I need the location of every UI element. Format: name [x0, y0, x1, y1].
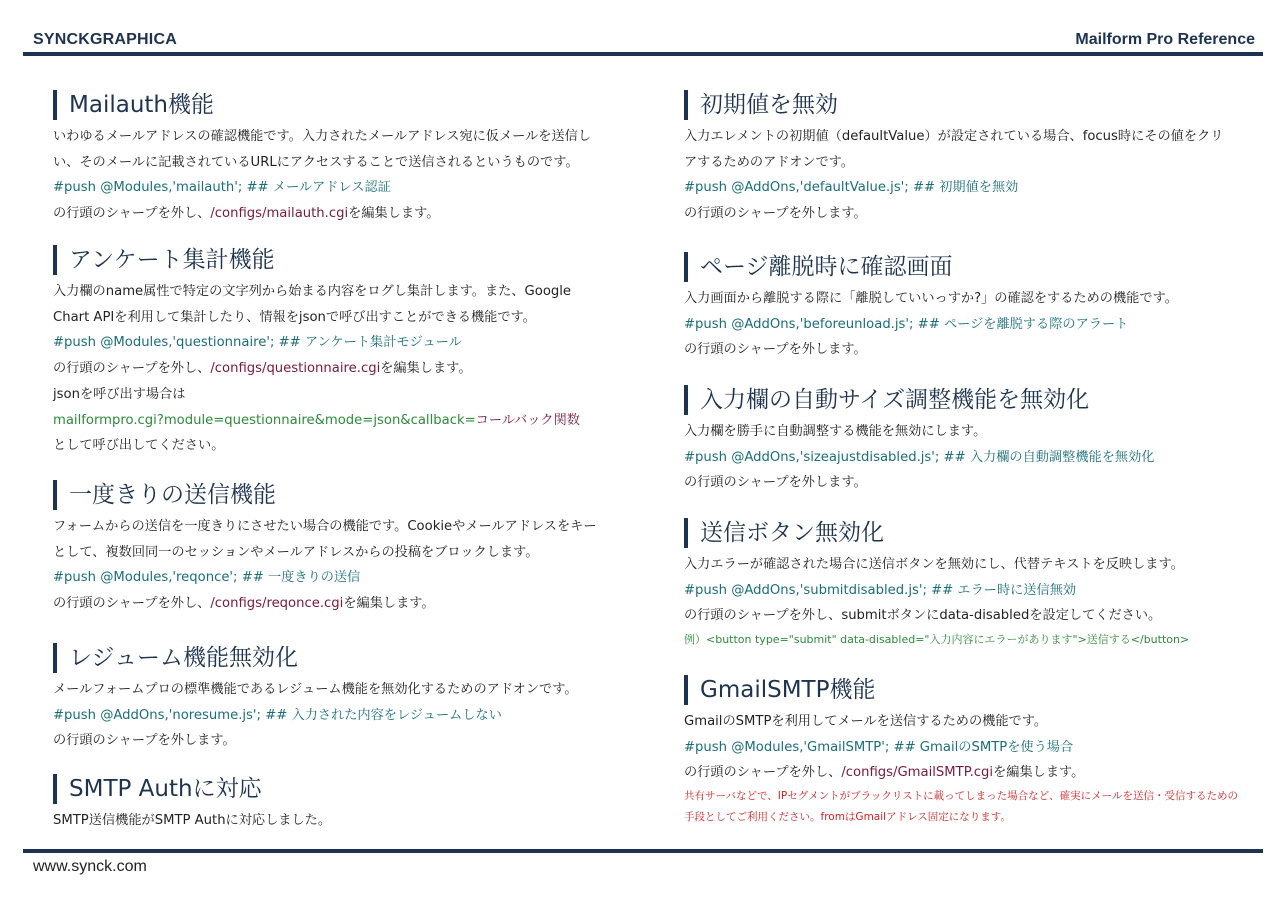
description-line: 入力画面から離脱する際に「離脱していいっすか?」の確認をするための機能です。	[684, 291, 1178, 306]
example-code: 例）<button type="submit" data-disabled="入力内容にエラーがあります">送信する</button>	[684, 633, 1190, 647]
edit-instruction: の行頭のシャープを外します。	[53, 733, 236, 749]
section-title: ページ離脱時に確認画面	[684, 252, 1274, 282]
config-path: /configs/GmailSMTP.cgi	[841, 765, 994, 781]
description-line: メールフォームプロの標準機能であるレジューム機能を無効化するためのアドオンです。	[53, 682, 578, 697]
section-smtp-auth	[53, 774, 643, 834]
json-outro: として呼び出してください。	[53, 438, 225, 454]
edit-suffix: を編集します。	[993, 765, 1085, 781]
section-title: レジューム機能無効化	[53, 643, 643, 673]
code-line: #push @Modules,'reqonce'; ## 一度きりの送信	[53, 570, 361, 586]
brand-logo	[33, 31, 177, 49]
section-title: GmailSMTP機能	[684, 675, 1274, 705]
description-line: SMTP送信機能がSMTP Authに対応しました。	[53, 813, 332, 828]
json-intro: jsonを呼び出す場合は	[53, 386, 186, 402]
edit-instruction: の行頭のシャープを外します。	[684, 342, 867, 358]
edit-prefix: の行頭のシャープを外し、	[53, 206, 211, 222]
edit-suffix: を編集します。	[348, 206, 440, 222]
document-reference-title: Mailform Pro Reference	[1075, 31, 1255, 48]
description-line: として、複数回同一のセッションやメールアドレスからの投稿をブロックします。	[53, 544, 539, 560]
section-title: SMTP Authに対応	[53, 774, 643, 804]
code-line: #push @AddOns,'sizeajustdisabled.js'; ## 入力欄の自動調整機能を無効化	[684, 449, 1155, 465]
description-line: いわゆるメールアドレスの確認機能です。入力されたメールアドレス宛に仮メールを送信し	[53, 129, 592, 144]
code-line: #push @AddOns,'noresume.js'; ## 入力された内容をレジュームしない	[53, 707, 502, 723]
edit-instruction: の行頭のシャープを外し、submitボタンにdata-disabledを設定してください。	[684, 608, 1162, 624]
section-title: Mailauth機能	[53, 90, 643, 120]
section-gmail-smtp	[684, 675, 1274, 828]
description-line: アするためのアドオンです。	[684, 154, 854, 170]
json-url-line	[53, 408, 643, 434]
edit-suffix: を編集します。	[380, 361, 472, 377]
config-path: /configs/mailauth.cgi	[210, 206, 349, 222]
edit-instruction	[53, 591, 643, 617]
warning-note: 手段としてご利用ください。fromはGmailアドレス固定になります。	[684, 811, 1011, 824]
description-line: GmailのSMTPを利用してメールを送信するための機能です。	[684, 714, 1048, 729]
section-title: アンケート集計機能	[53, 245, 643, 275]
edit-instruction	[684, 760, 1274, 786]
section-title: 送信ボタン無効化	[684, 518, 1274, 548]
config-path: /configs/questionnaire.cgi	[210, 361, 381, 377]
brand-part1: SYNCK	[33, 31, 91, 48]
description-line: 入力エラーが確認された場合に送信ボタンを無効にし、代替テキストを反映します。	[684, 557, 1184, 572]
description-line: フォームからの送信を一度きりにさせたい場合の機能です。Cookieやメールアドレスをキー	[53, 519, 597, 534]
section-mailauth	[53, 90, 643, 227]
page-header	[23, 28, 1263, 56]
code-line: #push @Modules,'questionnaire'; ## アンケート集計モジュール	[53, 335, 462, 351]
code-line: #push @AddOns,'submitdisabled.js'; ## エラー時に送信無効	[684, 582, 1077, 598]
edit-suffix: を編集します。	[343, 596, 435, 612]
json-callback: コールバック関数	[475, 412, 580, 428]
code-line: #push @Modules,'GmailSMTP'; ## GmailのSMTPを使う場合	[684, 739, 1074, 755]
edit-instruction: の行頭のシャープを外します。	[684, 475, 867, 491]
code-line: #push @AddOns,'beforeunload.js'; ## ページを離脱する際のアラート	[684, 316, 1129, 332]
section-title: 初期値を無効	[684, 90, 1274, 120]
edit-instruction: の行頭のシャープを外します。	[684, 206, 867, 222]
description-line: 入力欄を勝手に自動調整する機能を無効にします。	[684, 424, 987, 439]
section-beforeunload	[684, 252, 1274, 363]
description-line: Chart APIを利用して集計したり、情報をjsonで呼び出すことができる機能です。	[53, 309, 536, 325]
warning-note: 共有サーバなどで、IPセグメントがブラックリストに載ってしまった場合など、確実にメールを送信・受信するための	[684, 790, 1238, 803]
section-questionnaire	[53, 245, 643, 459]
description-line: 入力エレメントの初期値（defaultValue）が設定されている場合、focus時にその値をクリ	[684, 129, 1224, 144]
section-sizeajust-disabled	[684, 385, 1274, 496]
footer-url: www.synck.com	[33, 858, 147, 875]
section-default-value	[684, 90, 1274, 227]
section-title: 入力欄の自動サイズ調整機能を無効化	[684, 385, 1274, 415]
section-noresume	[53, 643, 643, 754]
section-title: 一度きりの送信機能	[53, 480, 643, 510]
json-url: mailformpro.cgi?module=questionnaire&mode=json&callback=	[53, 412, 476, 428]
edit-prefix: の行頭のシャープを外し、	[53, 596, 211, 612]
brand-part2: GRAPHICA	[90, 31, 177, 48]
description-line: い、そのメールに記載されているURLにアクセスすることで送信されるというものです。	[53, 154, 579, 170]
edit-prefix: の行頭のシャープを外し、	[684, 765, 842, 781]
edit-instruction	[53, 356, 643, 382]
section-submit-disabled	[684, 518, 1274, 651]
description-line: 入力欄のname属性で特定の文字列から始まる内容をログし集計します。また、Google	[53, 284, 572, 299]
config-path: /configs/reqonce.cgi	[210, 596, 344, 612]
footer-divider	[23, 849, 1263, 853]
edit-prefix: の行頭のシャープを外し、	[53, 361, 211, 377]
code-line: #push @AddOns,'defaultValue.js'; ## 初期値を無効	[684, 180, 1019, 196]
edit-instruction	[53, 201, 643, 227]
section-reqonce	[53, 480, 643, 617]
code-line: #push @Modules,'mailauth'; ## メールアドレス認証	[53, 180, 391, 196]
